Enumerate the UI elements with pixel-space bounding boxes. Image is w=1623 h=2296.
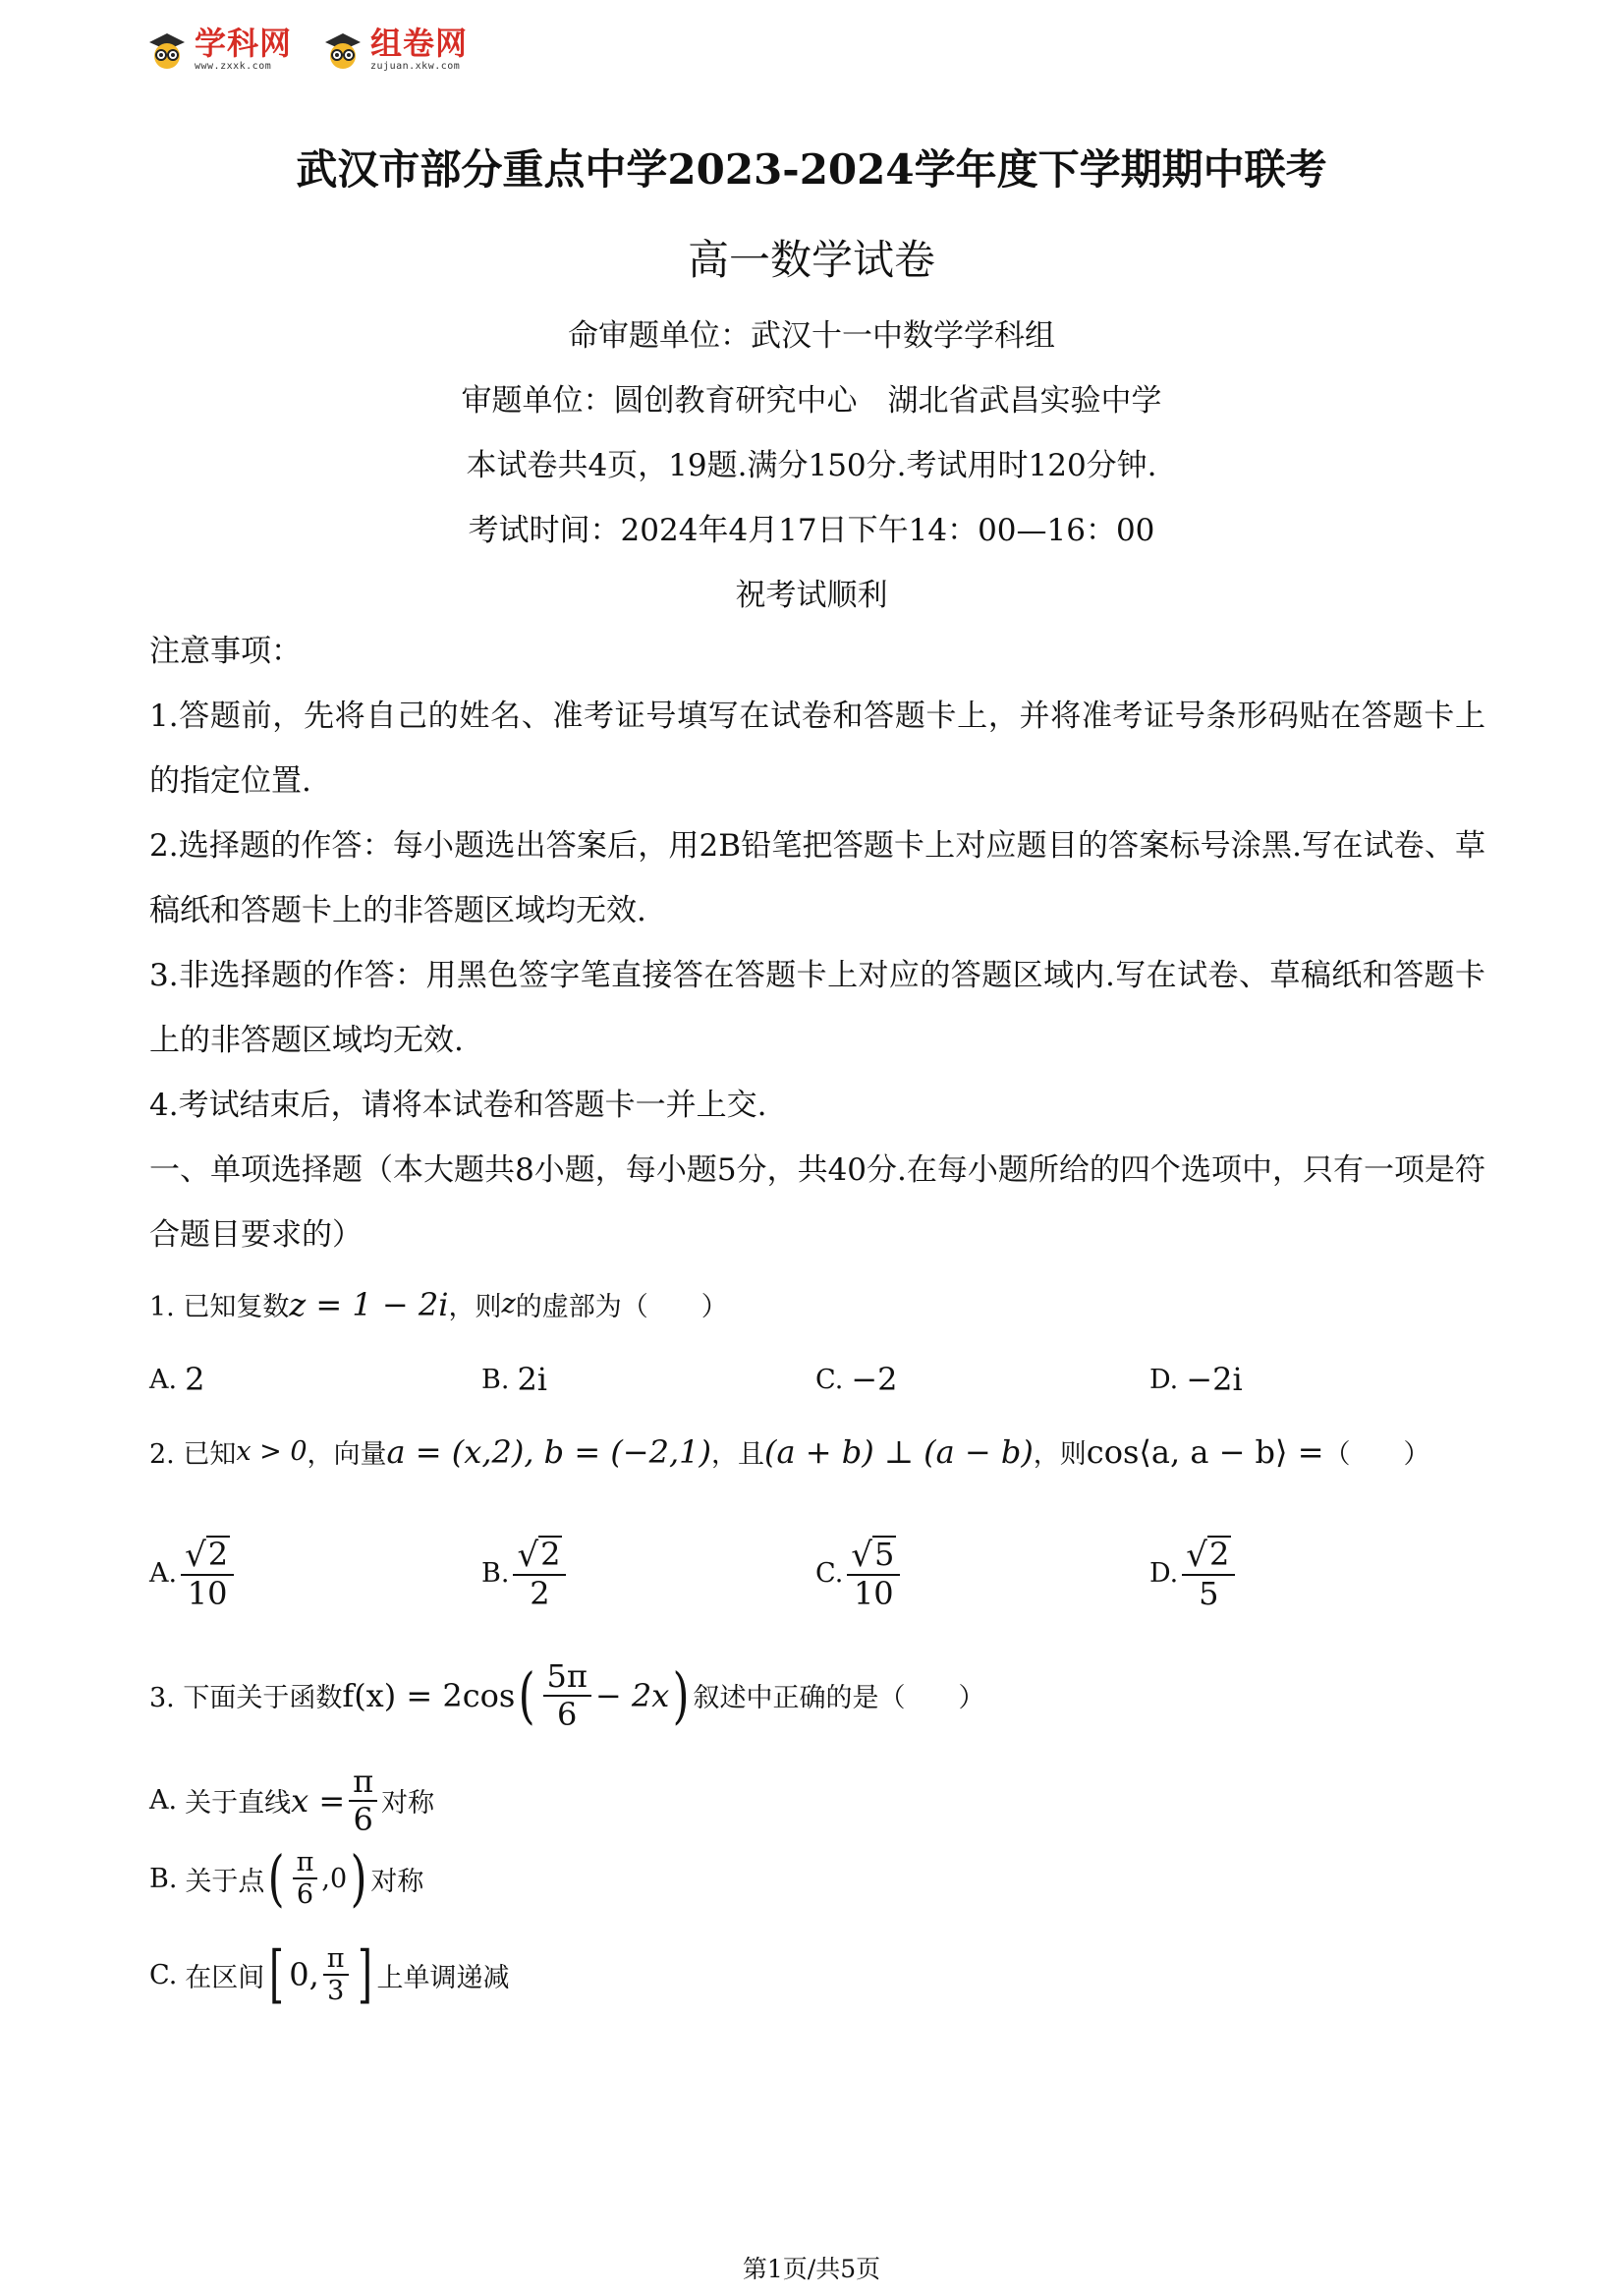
logo-url: www.zxxk.com (195, 61, 272, 72)
question-2 (149, 1432, 1430, 1471)
option-label: B. (481, 1364, 510, 1395)
q2-option-a (149, 1536, 238, 1612)
q1-option-d (1149, 1361, 1243, 1398)
option-expression: x = (291, 1781, 346, 1820)
option-label: C. (815, 1558, 844, 1590)
owl-mascot-icon (145, 30, 189, 70)
fraction-numerator: π (323, 1943, 349, 1976)
reviewer-line: 审题单位：圆创教育研究中心 湖北省武昌实验中学 (461, 383, 1162, 419)
q1-option-a (149, 1361, 204, 1398)
option-text: 关于点 (185, 1866, 265, 1897)
left-paren: ( (268, 1842, 286, 1915)
q1-expression: z = 1 − 2i (289, 1285, 449, 1323)
option-value: −2i (1186, 1361, 1243, 1398)
fraction-denominator: 2 (530, 1574, 550, 1612)
option-text: 上单调递减 (376, 1962, 510, 1993)
q2-suffix: （ ） (1323, 1439, 1430, 1470)
q2-prefix: 2. 已知 (149, 1439, 237, 1470)
fraction-numerator: π (349, 1764, 377, 1802)
fraction-numerator: 2 (207, 1536, 229, 1573)
fraction-denominator: 5 (1199, 1574, 1219, 1612)
option-fraction: √ 2 2 (513, 1536, 566, 1612)
q2-options (149, 1518, 1328, 1626)
fraction-numerator: π (293, 1847, 318, 1879)
option-label: B. (149, 1863, 178, 1894)
option-fraction: √ 2 10 (181, 1536, 234, 1612)
fraction-denominator: 6 (296, 1879, 314, 1911)
option-fraction (349, 1764, 377, 1838)
exam-info-line: 本试卷共4页，19题.满分150分.考试用时120分钟. (466, 448, 1157, 483)
question-3 (149, 1658, 985, 1733)
option-expression: ,0 (321, 1863, 348, 1894)
logo-name: 组卷网 (370, 25, 469, 62)
option-label: C. (149, 1959, 178, 1990)
option-fraction: √ 2 5 (1182, 1536, 1235, 1612)
option-label: A. (149, 1364, 178, 1395)
q1-variable: z (501, 1289, 516, 1319)
option-label: A. (149, 1785, 178, 1817)
q1-suffix: 的虚部为（ ） (515, 1292, 728, 1322)
fraction-denominator: 10 (853, 1574, 894, 1612)
q1-prefix: 1. 已知复数 (149, 1292, 290, 1322)
q1-option-b (481, 1361, 547, 1398)
option-fraction (293, 1847, 318, 1910)
option-label: A. (149, 1558, 178, 1590)
q1-option-c (815, 1361, 897, 1398)
option-text: 在区间 (185, 1962, 265, 1993)
page-footer: 第1页/共5页 (742, 2255, 881, 2283)
option-label: B. (481, 1558, 510, 1590)
exam-subtitle: 高一数学试卷 (687, 236, 935, 284)
option-value: 2 (185, 1361, 205, 1398)
option-label: D. (1149, 1364, 1179, 1395)
logo-xuekewang (145, 25, 293, 72)
fraction-numerator: 2 (1208, 1536, 1230, 1573)
fraction-numerator: 5 (873, 1536, 895, 1573)
q1-options (149, 1361, 1328, 1400)
right-paren: ) (350, 1842, 367, 1915)
logo-zujuanwang (321, 25, 469, 72)
fraction-denominator: 3 (327, 1976, 345, 2007)
q3-function: f(x) = 2cos (342, 1676, 516, 1714)
q3-fraction (543, 1658, 591, 1733)
fraction-denominator: 10 (187, 1574, 228, 1612)
q3-option-c (149, 1938, 510, 2012)
right-paren: ) (672, 1658, 690, 1731)
q2-mid2: ，且 (710, 1439, 764, 1470)
q2-option-b (481, 1536, 570, 1612)
right-bracket: ] (357, 1938, 372, 2012)
section-heading: 一、单项选择题（本大题共8小题，每小题5分，共40分.在每小题所给的四个选项中，只有一项是符合题目要求的） (149, 1152, 1485, 1253)
option-text: 对称 (370, 1866, 424, 1897)
option-fraction: √ 5 10 (847, 1536, 900, 1612)
q2-mid1: ，向量 (307, 1439, 387, 1470)
q3-tail: − 2x (594, 1676, 670, 1714)
option-value: 2i (517, 1361, 548, 1398)
fraction-numerator: 2 (540, 1536, 561, 1573)
q2-option-c (815, 1536, 904, 1612)
q3-option-b (149, 1842, 424, 1915)
owl-mascot-icon (321, 30, 364, 70)
left-bracket: [ (269, 1938, 285, 2012)
wish-line: 祝考试顺利 (735, 578, 888, 613)
q3-suffix: 叙述中正确的是（ ） (693, 1683, 985, 1714)
q2-target: cos⟨a, a − b⟩ = (1086, 1432, 1324, 1471)
q2-option-d (1149, 1536, 1239, 1612)
q1-mid: ，则 (448, 1292, 502, 1322)
fraction-denominator: 6 (353, 1800, 373, 1838)
q2-mid3: ，则 (1033, 1439, 1087, 1470)
q2-perpendicular: (a + b) ⊥ (a − b) (763, 1432, 1034, 1471)
notice-item-2: 2.选择题的作答：每小题选出答案后，用2B铅笔把答题卡上对应题目的答案标号涂黑.写在试卷、草稿纸和答题卡上的非答题区域均无效. (149, 828, 1485, 928)
option-expression: 0, (289, 1956, 319, 1994)
option-fraction (323, 1943, 349, 2006)
setter-line: 命审题单位：武汉十一中数学学科组 (568, 318, 1055, 354)
fraction-denominator: 6 (557, 1695, 578, 1733)
option-label: D. (1149, 1558, 1179, 1590)
option-text: 关于直线 (185, 1788, 292, 1820)
exam-time-line: 考试时间：2024年4月17日下午14：00—16：00 (468, 513, 1155, 548)
q3-option-a (149, 1764, 434, 1838)
left-paren: ( (518, 1658, 535, 1731)
notice-item-3: 3.非选择题的作答：用黑色签字笔直接答在答题卡上对应的答题区域内.写在试卷、草稿纸和答题卡上的非答题区域均无效. (149, 958, 1485, 1058)
notice-item-1: 1.答题前，先将自己的姓名、准考证号填写在试卷和答题卡上，并将准考证号条形码贴在答题卡上的指定位置. (149, 699, 1485, 799)
q3-prefix: 3. 下面关于函数 (149, 1683, 343, 1714)
notice-item-4: 4.考试结束后，请将本试卷和答题卡一并上交. (149, 1088, 767, 1123)
exam-title: 武汉市部分重点中学2023-2024学年度下学期期中联考 (296, 145, 1327, 194)
fraction-numerator: 5π (543, 1658, 591, 1697)
logo-url: zujuan.xkw.com (370, 61, 461, 72)
q2-vectors: a = (x,2), b = (−2,1) (386, 1432, 711, 1471)
option-label: C. (815, 1364, 844, 1395)
option-text: 对称 (381, 1788, 435, 1820)
logo-bar (145, 25, 469, 72)
logo-name: 学科网 (195, 25, 293, 62)
question-1 (149, 1285, 728, 1323)
q2-condition: x > 0 (236, 1436, 308, 1467)
notice-heading: 注意事项： (149, 634, 302, 669)
option-value: −2 (851, 1361, 898, 1398)
